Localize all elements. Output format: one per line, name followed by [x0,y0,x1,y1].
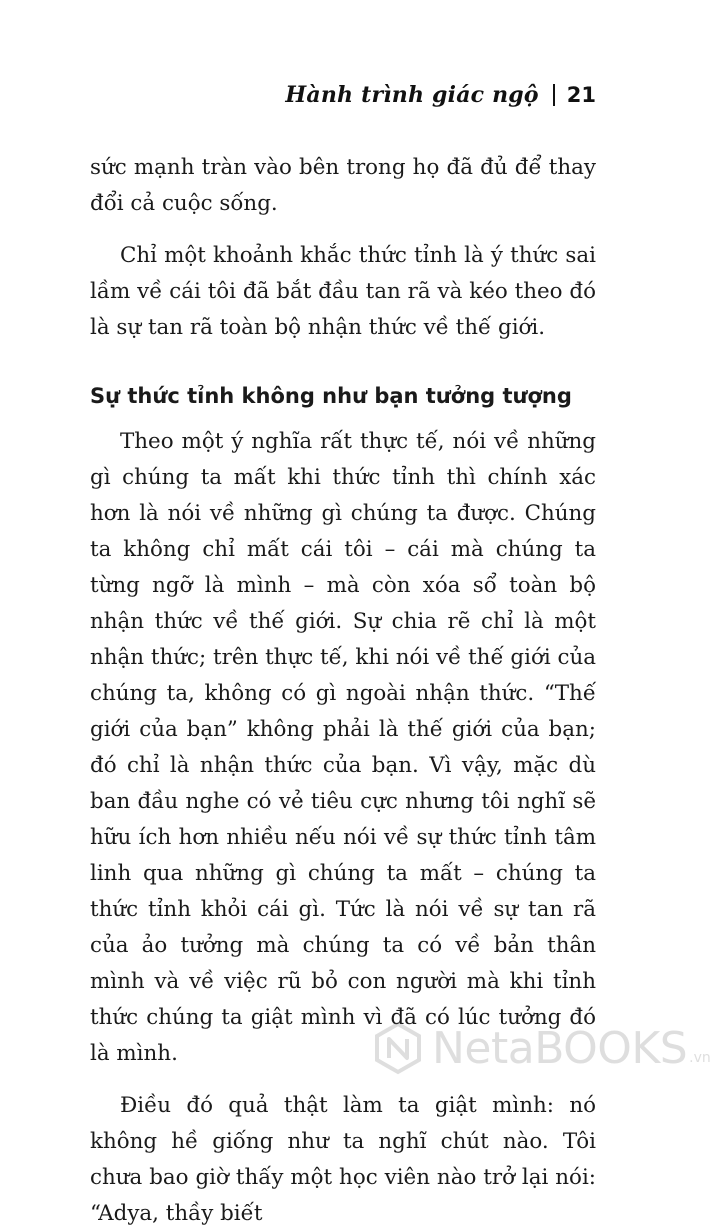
section-heading: Sự thức tỉnh không như bạn tưởng tượng [90,384,572,408]
publisher-watermark [372,1022,711,1074]
page-number: 21 [566,83,596,107]
header-divider [553,84,555,106]
watermark-suffix: .vn [689,1050,711,1066]
running-header [285,82,596,108]
paragraph: Chỉ một khoảnh khắc thức tỉnh là ý thức sai lầm về cái tôi đã bắt đầu tan rã và kéo theo đó là sự tan rã toàn bộ nhận thức về thế giới. [90,243,596,340]
watermark-text: NetaBOOKS [432,1022,688,1074]
paragraph-continued: sức mạnh tràn vào bên trong họ đã đủ để thay đổi cả cuộc sống. [90,155,596,216]
paragraph: Theo một ý nghĩa rất thực tế, nói về những gì chúng ta mất khi thức tỉnh thì chính xác hơn là nói về những gì chúng ta được. Chúng ta không chỉ mất cái tôi – cái mà chúng ta từng ngỡ là mình – mà còn xóa sổ toàn bộ nhận thức về thế giới. Sự chia rẽ chỉ là một nhận thức; trên thực tế, khi nói về thế giới của chúng ta, không có gì ngoài nhận thức. “Thế giới của bạn” không phải là thế giới của bạn; đó chỉ là nhận thức của bạn. Vì vậy, mặc dù ban đầu nghe có vẻ tiêu cực nhưng tôi nghĩ sẽ hữu ích hơn nhiều nếu nói về sự thức tỉnh tâm linh qua những gì chúng ta mất – chúng ta thức tỉnh khỏi cái gì. Tức là nói về sự tan rã của ảo tưởng mà chúng ta có về bản thân mình và về việc rũ bỏ con người mà khi tỉnh thức chúng ta giật mình vì đã có lúc tưởng đó là mình. [90,429,596,1066]
book-title: Hành trình giác ngộ [285,82,539,108]
paragraph: Điều đó quả thật làm ta giật mình: nó không hề giống như ta nghĩ chút nào. Tôi chưa bao giờ thấy một học viên nào trở lại nói: “Adya, thầy biết [90,1093,596,1226]
netabooks-logo-icon [372,1022,424,1074]
